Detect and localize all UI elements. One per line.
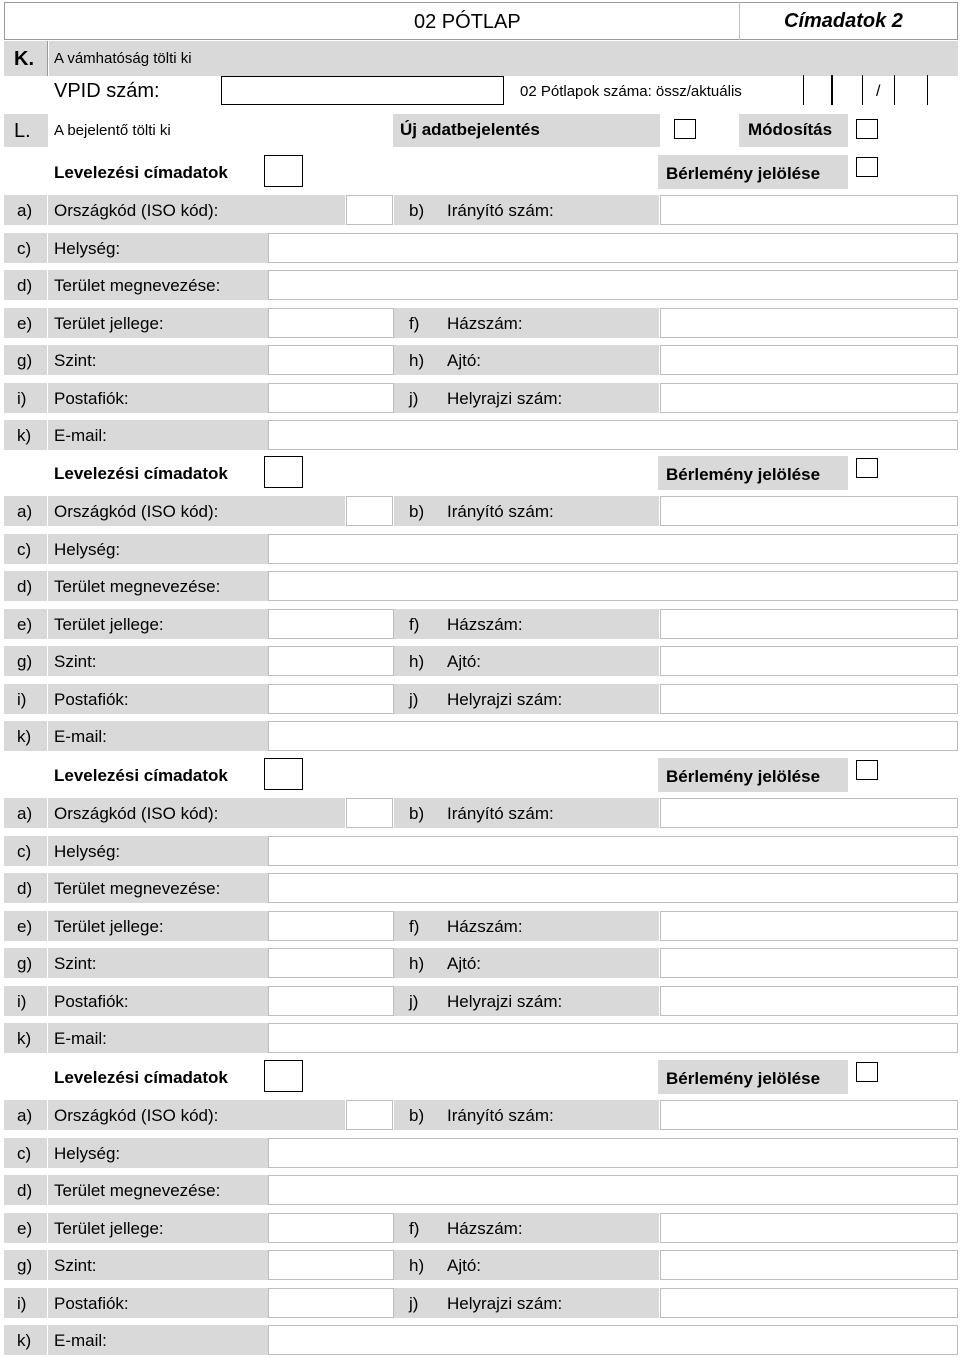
field-input[interactable] [346, 1100, 393, 1130]
field-input[interactable] [660, 496, 958, 526]
field-input[interactable] [268, 383, 394, 413]
row-letter: e) [17, 916, 33, 936]
row-letter: e) [17, 313, 33, 333]
field-input[interactable] [346, 798, 393, 828]
field-input[interactable] [660, 948, 958, 978]
row-letter: b) [409, 804, 425, 823]
field-label: Terület megnevezése: [54, 276, 221, 295]
field-label: Szint: [54, 1256, 97, 1275]
mailing-address-heading: Levelezési címadatok [54, 163, 228, 182]
field-label: Szint: [54, 954, 97, 973]
row-letter: a) [17, 804, 33, 823]
field-input[interactable] [660, 609, 958, 639]
field-input[interactable] [268, 420, 958, 450]
row-letter: e) [17, 1218, 33, 1238]
row-letter: i) [17, 388, 27, 408]
row-letter: i) [17, 991, 27, 1011]
field-input[interactable] [268, 308, 394, 338]
row-letter: h) [409, 954, 425, 973]
mailing-address-checkbox[interactable] [264, 456, 303, 488]
field-label: E-mail: [54, 1029, 107, 1048]
field-label: E-mail: [54, 1331, 107, 1350]
field-input[interactable] [660, 383, 958, 413]
row-letter: a) [17, 1106, 33, 1125]
field-label: Helység: [54, 1143, 121, 1163]
row-letter: c) [17, 238, 32, 258]
row-letter: f) [409, 916, 420, 936]
field-label-cell [394, 646, 659, 676]
field-input[interactable] [268, 1213, 394, 1243]
rental-checkbox[interactable] [856, 157, 878, 177]
section-k-title: A vámhatóság tölti ki [54, 50, 192, 67]
field-label: Postafiók: [54, 991, 129, 1011]
field-label: Szint: [54, 652, 97, 671]
title-divider [739, 2, 740, 40]
row-letter: f) [409, 614, 420, 634]
mailing-address-checkbox[interactable] [264, 155, 303, 187]
field-label: Terület megnevezése: [54, 1181, 221, 1200]
mailing-address-checkbox[interactable] [264, 758, 303, 790]
row-letter: k) [17, 1029, 32, 1048]
field-label: Terület jellege: [54, 313, 164, 333]
field-input[interactable] [268, 986, 394, 1016]
row-letter: b) [409, 502, 425, 521]
field-label: Országkód (ISO kód): [54, 502, 219, 521]
row-letter: g) [17, 954, 33, 973]
field-input[interactable] [268, 684, 394, 714]
field-label: Helyrajzi szám: [447, 1293, 563, 1313]
field-input[interactable] [268, 1138, 958, 1168]
row-letter: j) [409, 1293, 419, 1313]
field-input[interactable] [660, 345, 958, 375]
field-label: Házszám: [447, 614, 523, 634]
row-letter: g) [17, 351, 33, 370]
field-input[interactable] [268, 948, 394, 978]
section-l-letter: L. [14, 120, 31, 142]
row-letter: c) [17, 539, 32, 559]
field-input[interactable] [268, 609, 394, 639]
field-input[interactable] [268, 1325, 958, 1355]
row-letter: j) [409, 991, 419, 1011]
field-label: Irányító szám: [447, 1106, 554, 1125]
field-input[interactable] [660, 1250, 958, 1280]
field-input[interactable] [660, 1213, 958, 1243]
field-label: Helyrajzi szám: [447, 991, 563, 1011]
row-letter: e) [17, 614, 33, 634]
field-label-cell [394, 609, 659, 639]
field-input[interactable] [660, 1100, 958, 1130]
field-input[interactable] [660, 986, 958, 1016]
row-letter: h) [409, 652, 425, 671]
rental-label: Bérlemény jelölése [666, 1069, 821, 1088]
field-input[interactable] [268, 1175, 958, 1205]
row-letter: i) [17, 689, 27, 709]
row-letter: a) [17, 502, 33, 521]
supplement-count-separator: / [876, 83, 881, 100]
field-label-cell [394, 1250, 659, 1280]
field-input[interactable] [660, 646, 958, 676]
section-k-letter: K. [14, 48, 34, 70]
field-input[interactable] [268, 873, 958, 903]
field-input[interactable] [660, 195, 958, 225]
field-label: Házszám: [447, 1218, 523, 1238]
mailing-address-checkbox[interactable] [264, 1060, 303, 1092]
row-letter: h) [409, 351, 425, 370]
field-input[interactable] [660, 1288, 958, 1318]
field-input[interactable] [268, 233, 958, 263]
row-letter: g) [17, 652, 33, 671]
field-input[interactable] [268, 911, 394, 941]
supplement-count-current-box[interactable] [894, 75, 928, 105]
field-label: Irányító szám: [447, 201, 554, 220]
field-input[interactable] [346, 195, 393, 225]
row-letter: c) [17, 841, 32, 861]
field-input[interactable] [660, 308, 958, 338]
rental-checkbox[interactable] [856, 760, 878, 780]
field-label: E-mail: [54, 426, 107, 445]
field-label: Országkód (ISO kód): [54, 201, 219, 220]
field-label: Helyrajzi szám: [447, 689, 563, 709]
field-label: Terület megnevezése: [54, 879, 221, 898]
rental-label: Bérlemény jelölése [666, 465, 821, 484]
field-label-cell [394, 345, 659, 375]
field-input[interactable] [268, 836, 958, 866]
row-letter: j) [409, 689, 419, 709]
row-letter: b) [409, 1106, 425, 1125]
row-letter: k) [17, 426, 32, 445]
field-label: Postafiók: [54, 1293, 129, 1313]
field-input[interactable] [268, 1023, 958, 1053]
field-label: Országkód (ISO kód): [54, 1106, 219, 1125]
row-letter: d) [17, 276, 33, 295]
row-letter: f) [409, 313, 420, 333]
row-letter: d) [17, 577, 33, 596]
field-input[interactable] [268, 646, 394, 676]
field-label-cell [394, 1213, 659, 1243]
field-label: E-mail: [54, 727, 107, 746]
section-l-title: A bejelentő tölti ki [54, 122, 171, 139]
field-input[interactable] [268, 270, 958, 300]
field-input[interactable] [268, 1288, 394, 1318]
field-label: Terület jellege: [54, 1218, 164, 1238]
field-label: Irányító szám: [447, 804, 554, 823]
field-input[interactable] [346, 496, 393, 526]
modify-checkbox[interactable] [856, 119, 878, 139]
rental-label: Bérlemény jelölése [666, 767, 821, 786]
mailing-address-heading: Levelezési címadatok [54, 1068, 228, 1087]
field-label: Helység: [54, 238, 121, 258]
mailing-address-heading: Levelezési címadatok [54, 766, 228, 785]
row-letter: g) [17, 1256, 33, 1275]
vpid-input[interactable] [221, 76, 504, 105]
supplement-count-label: 02 Pótlapok száma: össz/aktuális [520, 83, 742, 100]
mailing-address-heading: Levelezési címadatok [54, 464, 228, 483]
field-label: Helység: [54, 841, 121, 861]
field-input[interactable] [268, 571, 958, 601]
field-label: Ajtó: [447, 652, 482, 671]
new-data-checkbox[interactable] [674, 119, 696, 139]
field-label: Helyrajzi szám: [447, 388, 563, 408]
row-letter: f) [409, 1218, 420, 1238]
row-letter: c) [17, 1143, 32, 1163]
field-label: Házszám: [447, 916, 523, 936]
row-letter: k) [17, 1331, 32, 1350]
field-input[interactable] [268, 345, 394, 375]
rental-checkbox[interactable] [856, 1062, 878, 1082]
field-label: Postafiók: [54, 689, 129, 709]
supplement-count-total-box[interactable] [803, 75, 863, 105]
field-input[interactable] [268, 534, 958, 564]
field-label: Országkód (ISO kód): [54, 804, 219, 823]
modify-label: Módosítás [748, 120, 833, 139]
row-letter: k) [17, 727, 32, 746]
field-label: Házszám: [447, 313, 523, 333]
field-label: Helység: [54, 539, 121, 559]
field-label: Irányító szám: [447, 502, 554, 521]
field-label: Ajtó: [447, 351, 482, 370]
row-letter: a) [17, 201, 33, 220]
vpid-label: VPID szám: [54, 80, 160, 102]
form-title: 02 PÓTLAP [414, 11, 521, 33]
field-input[interactable] [660, 911, 958, 941]
field-label: Postafiók: [54, 388, 129, 408]
rental-checkbox[interactable] [856, 458, 878, 478]
row-letter: h) [409, 1256, 425, 1275]
row-letter: d) [17, 1181, 33, 1200]
field-input[interactable] [268, 1250, 394, 1280]
rental-label: Bérlemény jelölése [666, 164, 821, 183]
field-label-cell [394, 911, 659, 941]
field-label-cell [394, 948, 659, 978]
field-input[interactable] [660, 798, 958, 828]
field-label: Szint: [54, 351, 97, 370]
section-title: Címadatok 2 [784, 10, 903, 32]
row-letter: b) [409, 201, 425, 220]
field-label: Ajtó: [447, 954, 482, 973]
field-label: Ajtó: [447, 1256, 482, 1275]
field-label: Terület megnevezése: [54, 577, 221, 596]
new-data-label: Új adatbejelentés [400, 120, 540, 139]
field-label: Terület jellege: [54, 614, 164, 634]
row-letter: j) [409, 388, 419, 408]
row-letter: i) [17, 1293, 27, 1313]
field-input[interactable] [268, 721, 958, 751]
field-label: Terület jellege: [54, 916, 164, 936]
field-input[interactable] [660, 684, 958, 714]
row-letter: d) [17, 879, 33, 898]
field-label-cell [394, 308, 659, 338]
